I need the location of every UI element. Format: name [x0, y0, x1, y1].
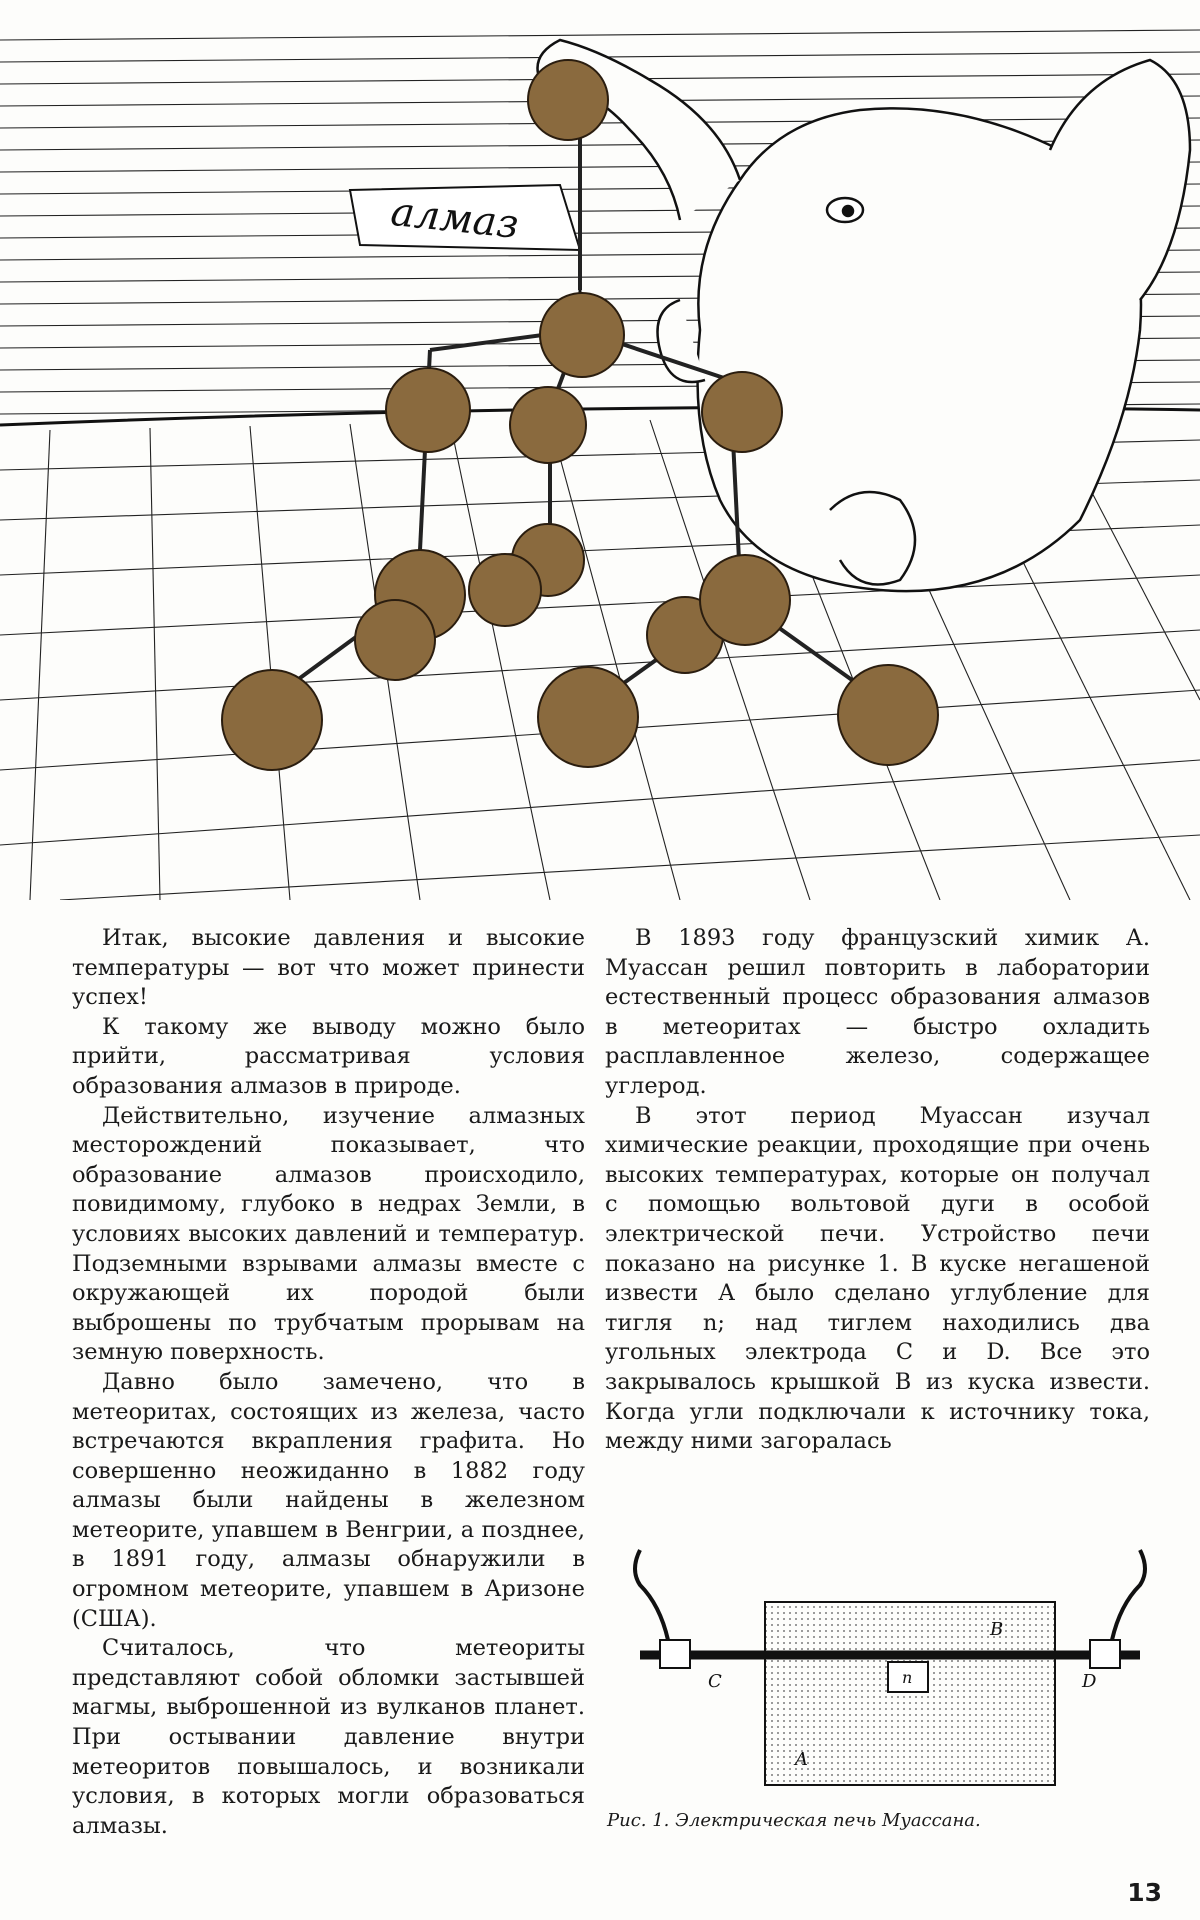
atom	[222, 670, 322, 770]
atom	[538, 667, 638, 767]
paragraph: В этот период Муассан изучал химические реакции, проходящие при очень высоких температурах, которые он получал с помощью вольтовой дуги в особой электрической печи. Устройство печи показано на рисунке 1. В куске негашеной извести A было сделано углубление для тигля n; над тиглем находились два угольных электрода C и D. Все это закрывалось крышкой B из куска извести. Когда угли подключали к источнику тока, между ними загоралась	[605, 1102, 1150, 1455]
atom	[528, 60, 608, 140]
atom	[510, 387, 586, 463]
left-text-column	[72, 924, 585, 1841]
atom	[386, 368, 470, 452]
paragraph: Итак, высокие давления и высокие температуры — вот что может принести успех!	[72, 925, 585, 1011]
atom	[838, 665, 938, 765]
electric-furnace-diagram	[620, 1545, 1160, 1795]
atom	[540, 293, 624, 377]
atom	[469, 554, 541, 626]
lid-block	[765, 1602, 1055, 1652]
diamond-lattice-elephant-illustration	[0, 0, 1200, 900]
atom	[700, 555, 790, 645]
right-text-column	[605, 924, 1150, 1457]
label-crucible: n	[902, 1668, 913, 1687]
paragraph: Считалось, что метеориты представляют собой обломки застывшей магмы, выброшенной из вулканов планет. При остывании давление внутри метеоритов повышалось, и возникали условия, в которых могли образоваться алмазы.	[72, 1635, 585, 1839]
paragraph: Действительно, изучение алмазных месторождений показывает, что образование алмазов происходило, повидимому, глубоко в недрах Земли, в условиях высоких давлений и температур. Подземными взрывами алмазы вместе с окружающей их породой были выброшены по трубчатым прорывам на земную поверхность.	[72, 1102, 585, 1366]
left-wire	[635, 1550, 668, 1640]
page-number: 13	[1127, 1878, 1162, 1907]
atom	[702, 372, 782, 452]
label-base: A	[795, 1749, 808, 1770]
paragraph: Давно было замечено, что в метеоритах, состоящих из железа, часто встречаются вкрапления графита. Но совершенно неожиданно в 1882 году алмазы были найдены в железном метеорите, упавшем в Венгрии, а позднее, в 1891 году, алмазы обнаружили в огромном метеорите, упавшем в Аризоне (США).	[72, 1368, 585, 1632]
sign-text: алмаз	[388, 188, 521, 248]
right-wire	[1112, 1550, 1145, 1640]
label-lid: B	[990, 1619, 1004, 1640]
left-clamp	[660, 1640, 690, 1668]
almaz-sign	[350, 170, 580, 320]
label-right-electrode: D	[1082, 1671, 1097, 1692]
elephant-drawing	[538, 40, 1191, 591]
paragraph: К такому же выводу можно было прийти, рассматривая условия образования алмазов в природе.	[72, 1013, 585, 1099]
paragraph: В 1893 году французский химик А. Муассан решил повторить в лаборатории естественный процесс образования алмазов в метеоритах — быстро охладить расплавленное железо, содержащее углерод.	[605, 925, 1150, 1099]
figure-caption: Рис. 1. Электрическая печь Муассана.	[607, 1810, 981, 1831]
atom	[355, 600, 435, 680]
right-clamp	[1090, 1640, 1120, 1668]
label-left-electrode: C	[708, 1671, 722, 1692]
